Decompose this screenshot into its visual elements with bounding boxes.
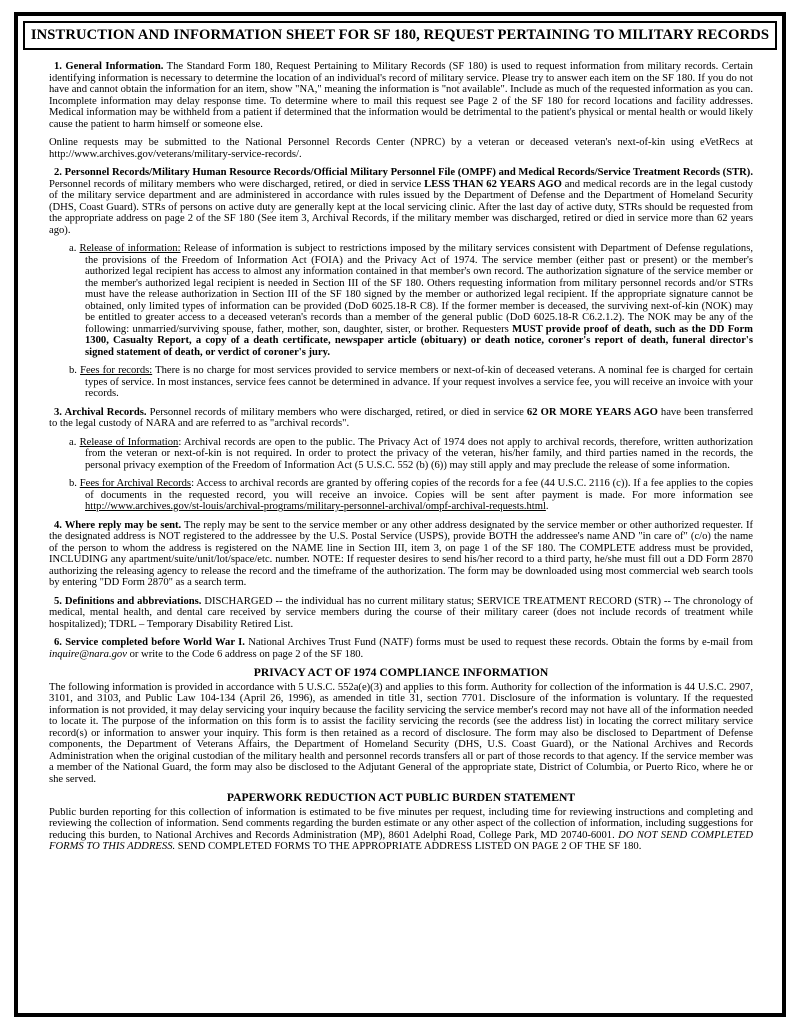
document-title-box [23, 21, 777, 50]
document-title: INSTRUCTION AND INFORMATION SHEET FOR SF 180, REQUEST PERTAINING TO MILITARY RECORDS [30, 27, 770, 43]
para-service-before-wwi: 6. Service completed before World War I. National Archives Trust Fund (NATF) forms must be used to request these records. Obtain the forms by e-mail from inquire@nara.gov or write to the Code 6 address on page 2 of the SF 180. [49, 637, 753, 660]
url-evetrecs: http://www.archives.gov/veterans/military-service-records/ [49, 148, 299, 160]
para-release-of-information-personnel: a. Release of information: Release of information is subject to restrictions imposed by the military services consistent with Department of Defense regulations, the provisions of the Freedom of Information Act (FOIA) and the Privacy Act of 1974. The service member (either past or present) or the member's authorized legal recipient has access to almost any information contained in that member's own record. The authorization signature of the service member or the member's authorized legal recipient is needed in Section III of the SF 180. Others requesting information from military personnel records and/or STRs must have the release authorization in Section III of the SF 180 signed by the member or authorized legal recipient. If the appropriate signature cannot be obtained, only limited types of information can be provided (DoD 6025.18-R C8). If the former member is deceased, the surviving next-of-kin (NOK) may be entitled to greater access to a deceased veteran's records than a member of the general public (DoD 6025.18-R C6.2.1.2). The NOK may be any of the following: unmarried/surviving spouse, father, mother, son, daughter, sister, or brother. Requesters MUST provide proof of death, such as the DD Form 1300, Casualty Report, a copy of a death certificate, newspaper article (obituary) or death notice, coroner's report of death, funeral director's signed statement of death, or verdict of coroner's jury. [69, 243, 754, 358]
para-release-of-information-archival: a. Release of Information: Archival records are open to the public. The Privacy Act of 1974 does not apply to archival records, therefore, written authorization from the veteran or next-of-kin is not required. In order to protect the privacy of the veteran, his/her family, and third parties named in the records, the personal privacy exemption of the Freedom of Information Act (5 U.S.C. 552 (b) (6)) may still apply and may preclude the release of some information. [69, 436, 753, 471]
para-fees-for-records: b. Fees for records: There is no charge for most services provided to service members or next-of-kin of deceased veterans. A nominal fee is charged for certain types of service. In most instances, service fees cannot be determined in advance. If your request involves a service fee, you will receive an invoice with your records. [69, 365, 754, 399]
para-definitions-abbreviations: 5. Definitions and abbreviations. DISCHARGED -- the individual has no current military status; SERVICE TREATMENT RECORD (STR) -- The chronology of medical, mental health, and dental care received by service members during the course of their military career (does not include records of treatment while hospitalized); TDRL – Temporary Disability Retired List. [49, 595, 753, 630]
page-border-frame [14, 12, 786, 1017]
para-online-requests: Online requests may be submitted to the National Personnel Records Center (NPRC) by a veteran or deceased veteran's next-of-kin using eVetRecs at http://www.archives.gov/veterans/military-service-records/. [49, 137, 753, 160]
para-general-information: 1. General Information. The Standard Form 180, Request Pertaining to Military Records (SF 180) is used to request information from military records. Certain identifying information is necessary to determine the location of an individual's record of military service. Please try to answer each item on the SF 180. If you do not have and cannot obtain the information for an item, show "NA," meaning the information is "not available". Include as much of the requested information as you can. Incomplete information may delay response time. To determine where to mail this request see Page 2 of the SF 180 for record locations and facility addresses. Medical information may be withheld from a patient if determined that the information would be detrimental to the patient's physical or mental health or would likely cause the patient to harm himself or someone else. [49, 61, 753, 130]
url-ompf-archival-requests: http://www.archives.gov/st-louis/archival-programs/military-personnel-archival/ompf-archival-requests.html [85, 501, 546, 512]
para-personnel-records: 2. Personnel Records/Military Human Resource Records/Official Military Personnel File (OMPF) and Medical Records/Service Treatment Records (STR). Personnel records of military members who were discharged, retired, or died in service LESS THAN 62 YEARS AGO and medical records are in the legal custody of the military service department and are administered in accordance with rules issued by the Department of Defense and the Department of Homeland Security (DHS, Coast Guard). STRs of persons on active duty are generally kept at the local servicing clinic. After the last day of active duty, STRs should be requested from the appropriate address on page 2 of the SF 180 (See item 3, Archival Records, if the military member was discharged, retired or died in service more than 62 years ago). [49, 167, 753, 236]
heading-privacy-act: PRIVACY ACT OF 1974 COMPLIANCE INFORMATION [253, 666, 549, 679]
email-inquire-nara: inquire@nara.gov [49, 648, 127, 660]
document-body [23, 50, 777, 853]
para-where-reply-may-be-sent: 4. Where reply may be sent. The reply may be sent to the service member or any other address designated by the service member or other authorized requester. If the designated address is NOT registered to the addressee by the U.S. Postal Service (USPS), provide BOTH the addressee's name AND "in care of" (c/o) the name of the person to whom the address is registered on the NAME line in Section III, item 3, on page 1 of the SF 180. The COMPLETE address must be provided, INCLUDING any apartment/suite/unit/lot/space/etc. number. NOTE: If requester desires to send his/her record to a third party, he/she must fill out a DD Form 2870 authorizing the releasing agency to release the record and the timeframe of the authorization. The form may be downloaded using most commercial web search tools by entering "DD Form 2870" as a search term. [49, 519, 753, 588]
para-fees-for-archival-records: b. Fees for Archival Records: Access to archival records are granted by offering copies of the records for a fee (44 U.S.C. 2116 (c)). If a fee applies to the copies of documents in the requested record, you will receive an invoice. Copies will be sent after payment is made. For more information see http://www.archives.gov/st-louis/archival-programs/military-personnel-archival/ompf-archival-requests.html. [69, 478, 753, 512]
para-privacy-act-compliance: The following information is provided in accordance with 5 U.S.C. 552a(e)(3) and applies to this form. Authority for collection of the information is 44 U.S.C. 2907, 3101, and 3103, and Public Law 104-134 (April 26, 1996), as amended in title 31, section 7701. Disclosure of the information is voluntary. If the requested information is not provided, it may delay servicing your inquiry because the facility servicing the service member's record may not have all of the information needed to locate it. The purpose of the information on this form is to assist the facility servicing the records (see the address list) in locating the correct military service record(s) or information to answer your inquiry. This form is then retained as a record of disclosure. The form may also be disclosed to Department of Defense components, the Department of Veterans Affairs, the Department of Homeland Security (DHS, U.S. Coast Guard), or the National Archives and Records Administration when the original custodian of the military health and personnel records transfers all or part of those records to that agency. If the service member was a member of the National Guard, the form may also be disclosed to the Adjutant General of the appropriate state, District of Columbia, or Puerto Rico, where he or she served. [49, 681, 753, 785]
para-archival-records: 3. Archival Records. Personnel records of military members who were discharged, retired, or died in service 62 OR MORE YEARS AGO have been transferred to the legal custody of NARA and are referred to as "archival records". [49, 406, 753, 429]
para-paperwork-burden-statement: Public burden reporting for this collection of information is estimated to be five minutes per request, including time for reviewing instructions and completing and reviewing the collection of information. Send comments regarding the burden estimate or any other aspect of the collection of information, including suggestions for reducing this burden, to National Archives and Records Administration (MP), 8601 Adelphi Road, College Park, MD 20740-6001. DO NOT SEND COMPLETED FORMS TO THIS ADDRESS. SEND COMPLETED FORMS TO THE APPROPRIATE ADDRESS LISTED ON PAGE 2 OF THE SF 180. [49, 806, 753, 852]
heading-paperwork-reduction: PAPERWORK REDUCTION ACT PUBLIC BURDEN STATEMENT [226, 791, 576, 804]
